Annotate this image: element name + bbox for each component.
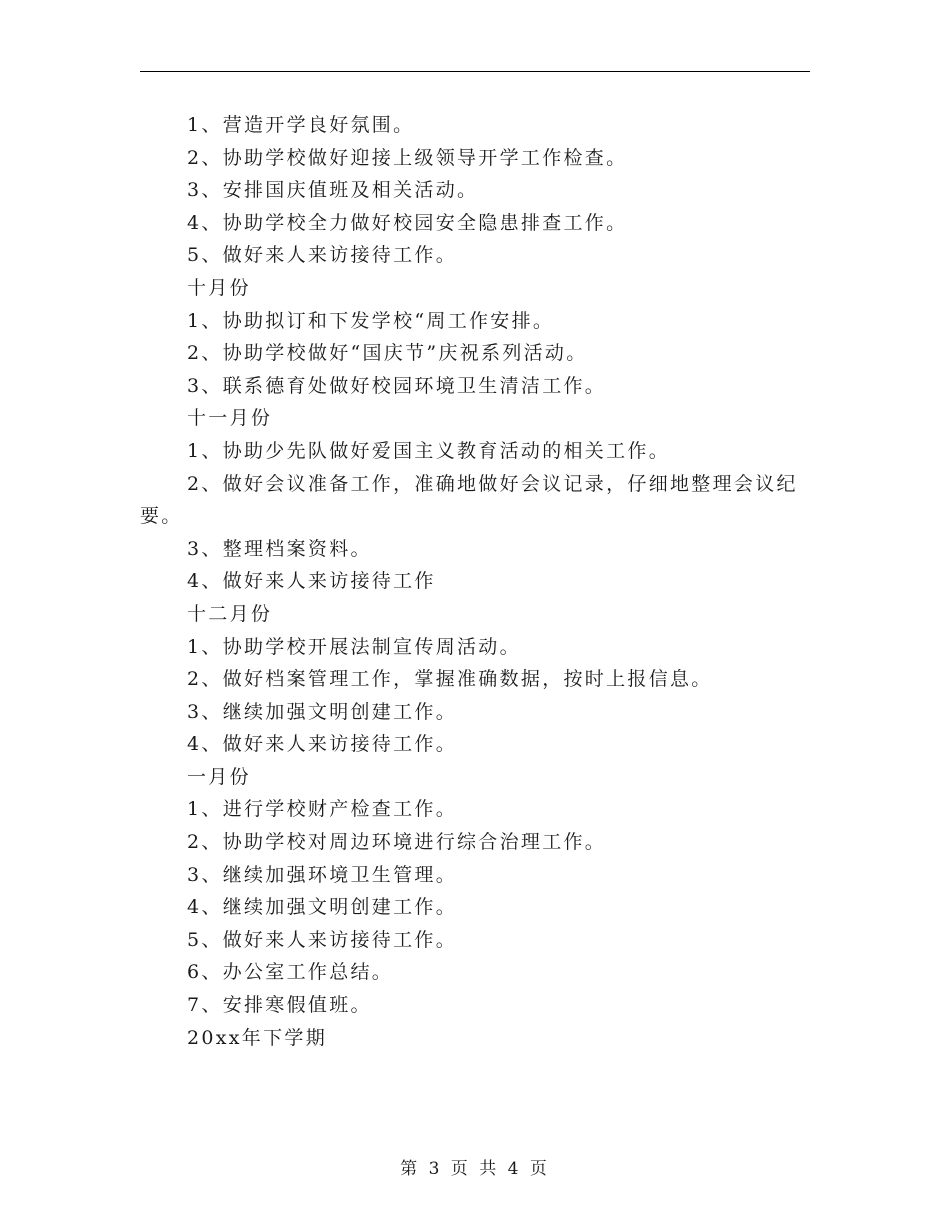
paragraph: 1、协助学校开展法制宣传周活动。 — [187, 635, 521, 658]
header-rule — [140, 71, 810, 72]
document-body — [140, 109, 810, 1054]
paragraph: 4、继续加强文明创建工作。 — [187, 896, 457, 919]
paragraph: 2、协助学校做好迎接上级领导开学工作检查。 — [187, 146, 628, 169]
section-heading: 十二月份 — [187, 602, 273, 625]
paragraph: 5、做好来人来访接待工作。 — [187, 244, 457, 267]
paragraph: 3、整理档案资料。 — [187, 537, 372, 560]
paragraph: 3、安排国庆值班及相关活动。 — [187, 179, 479, 202]
paragraph: 3、继续加强环境卫生管理。 — [187, 863, 457, 886]
paragraph: 3、继续加强文明创建工作。 — [187, 700, 457, 723]
paragraph: 5、做好来人来访接待工作。 — [187, 928, 457, 951]
paragraph: 4、做好来人来访接待工作 — [187, 570, 436, 593]
paragraph: 2、做好会议准备工作，准确地做好会议记录，仔细地整理会议纪要。 — [140, 472, 798, 528]
paragraph: 2、做好档案管理工作，掌握准确数据，按时上报信息。 — [187, 668, 713, 691]
section-heading: 一月份 — [187, 765, 251, 788]
page-number-footer: 第 3 页 共 4 页 — [400, 1159, 550, 1179]
paragraph: 1、协助拟订和下发学校“周工作安排。 — [187, 309, 555, 332]
paragraph: 3、联系德育处做好校园环境卫生清洁工作。 — [187, 374, 607, 397]
paragraph: 4、协助学校全力做好校园安全隐患排查工作。 — [187, 211, 628, 234]
paragraph: 7、安排寒假值班。 — [187, 994, 372, 1017]
section-heading: 十一月份 — [187, 407, 273, 430]
paragraph: 2、协助学校做好“国庆节”庆祝系列活动。 — [187, 342, 588, 365]
paragraph: 6、办公室工作总结。 — [187, 961, 394, 984]
paragraph: 2、协助学校对周边环境进行综合治理工作。 — [187, 831, 607, 854]
paragraph: 4、做好来人来访接待工作。 — [187, 733, 457, 756]
section-heading: 十月份 — [187, 276, 251, 299]
paragraph: 1、营造开学良好氛围。 — [187, 114, 415, 136]
paragraph: 1、协助少先队做好爱国主义教育活动的相关工作。 — [187, 439, 670, 462]
section-heading: 20xx年下学期 — [187, 1026, 328, 1049]
paragraph: 1、进行学校财产检查工作。 — [187, 798, 457, 821]
